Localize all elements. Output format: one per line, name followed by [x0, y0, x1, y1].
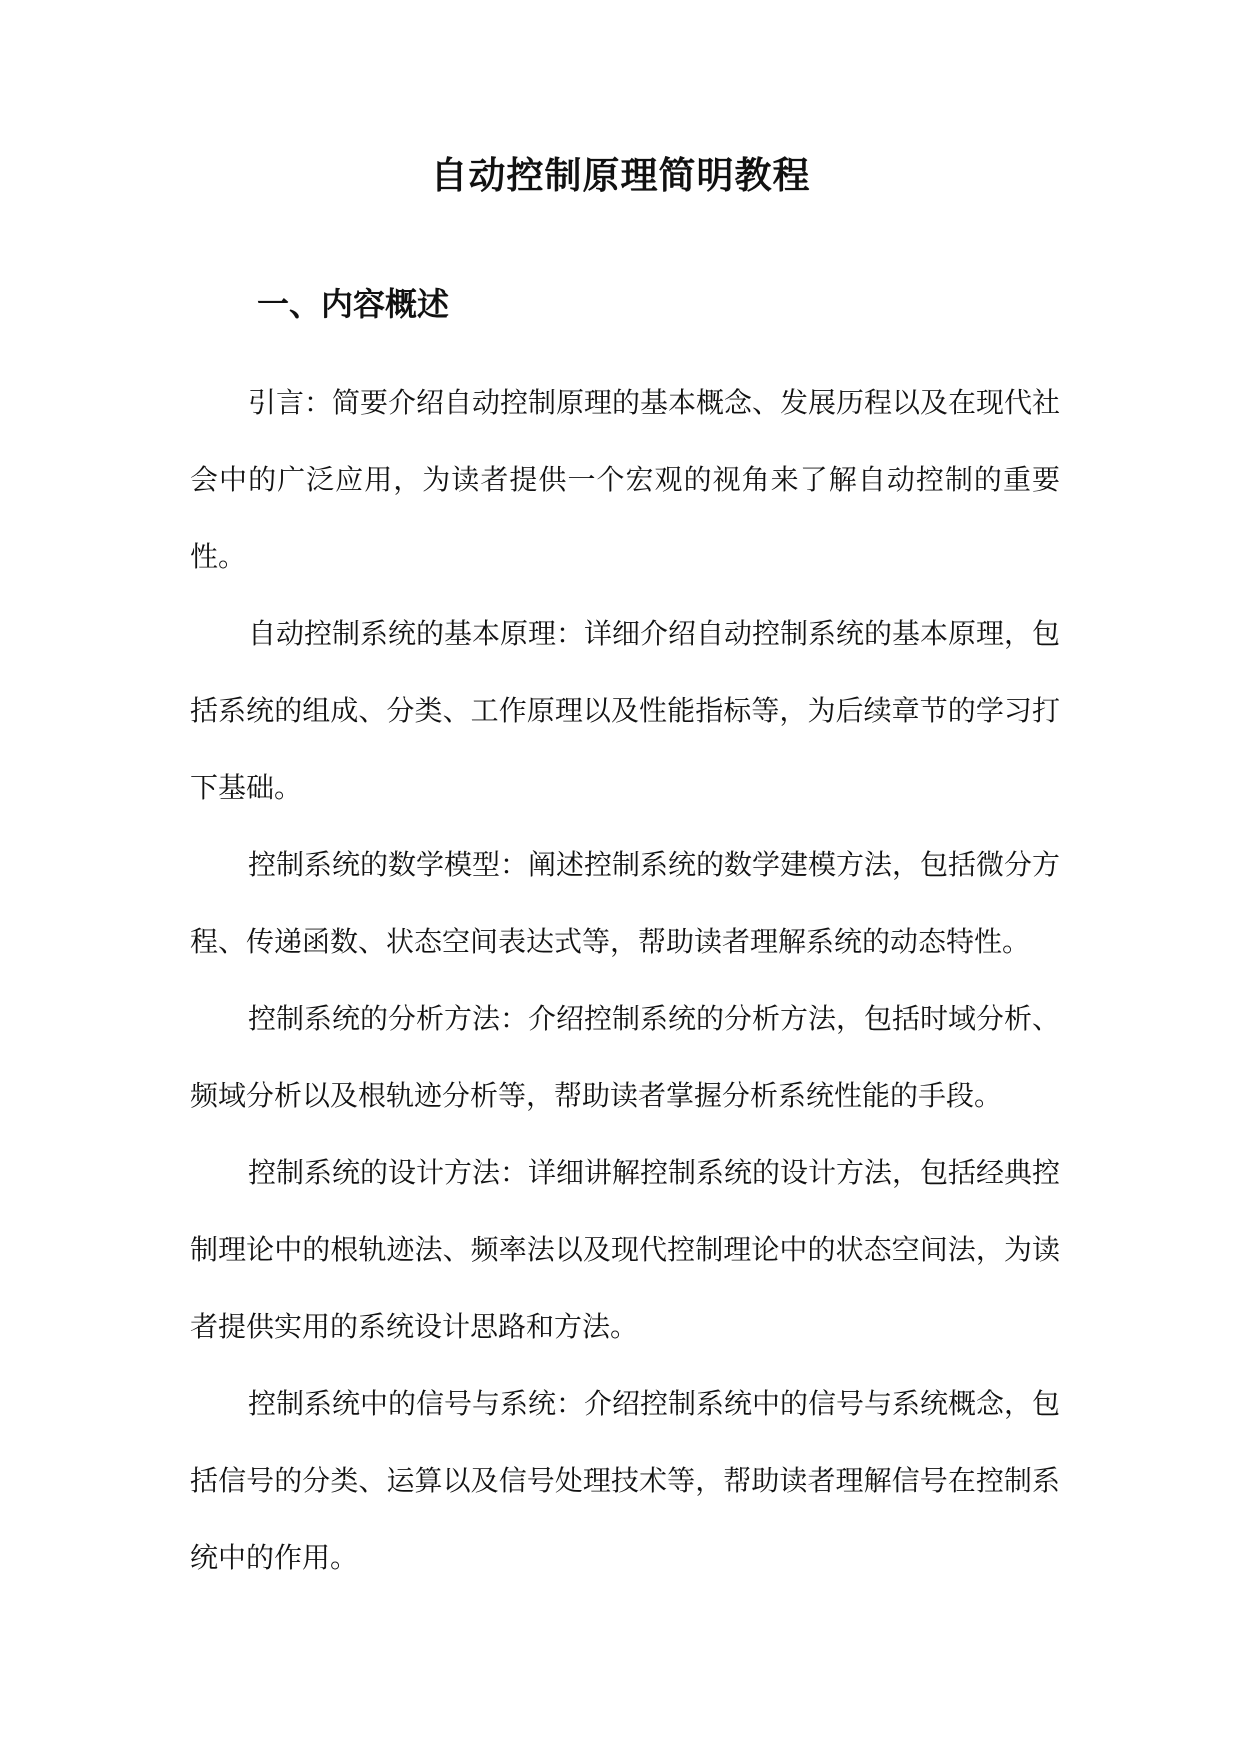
- document-body: [190, 364, 1060, 1596]
- document-title: 自动控制原理简明教程: [430, 153, 811, 197]
- paragraph-analysis-methods: 控制系统的分析方法：介绍控制系统的分析方法，包括时域分析、频域分析以及根轨迹分析等，帮助读者掌握分析系统性能的手段。: [190, 1002, 1061, 1112]
- paragraph-design-methods: 控制系统的设计方法：详细讲解控制系统的设计方法，包括经典控制理论中的根轨迹法、频率法以及现代控制理论中的状态空间法，为读者提供实用的系统设计思路和方法。: [190, 1156, 1061, 1343]
- paragraph-signals-and-systems: 控制系统中的信号与系统：介绍控制系统中的信号与系统概念，包括信号的分类、运算以及信号处理技术等，帮助读者理解信号在控制系统中的作用。: [190, 1387, 1061, 1574]
- section-heading: 一、内容概述: [257, 285, 450, 323]
- paragraph-basic-principles: 自动控制系统的基本原理：详细介绍自动控制系统的基本原理，包括系统的组成、分类、工作原理以及性能指标等，为后续章节的学习打下基础。: [190, 617, 1061, 804]
- paragraph-mathematical-model: 控制系统的数学模型：阐述控制系统的数学建模方法，包括微分方程、传递函数、状态空间表达式等，帮助读者理解系统的动态特性。: [190, 848, 1061, 958]
- paragraph-introduction: 引言：简要介绍自动控制原理的基本概念、发展历程以及在现代社会中的广泛应用，为读者提供一个宏观的视角来了解自动控制的重要性。: [190, 386, 1061, 573]
